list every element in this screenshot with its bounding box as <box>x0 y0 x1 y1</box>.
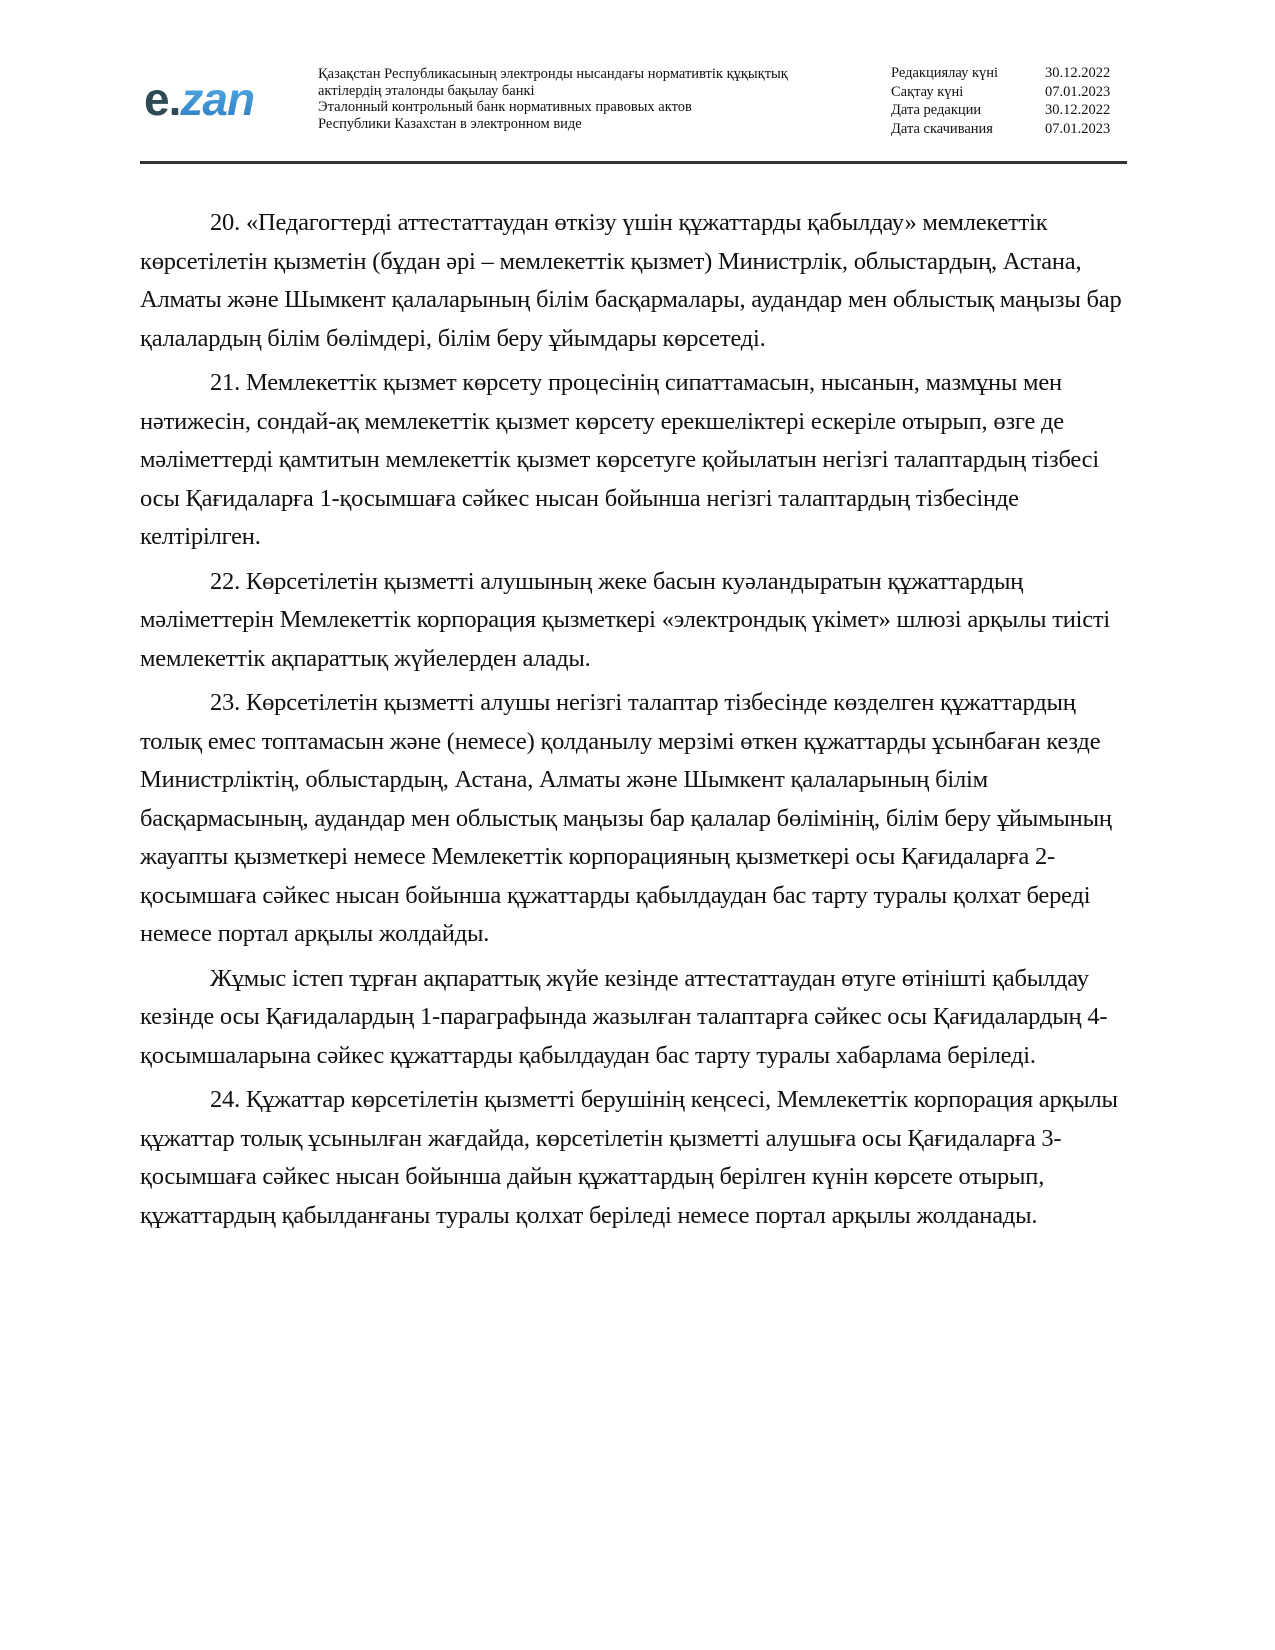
meta-label: Дата редакции <box>891 102 982 118</box>
meta-row <box>891 64 1110 83</box>
logo-part-e: e. <box>144 73 181 125</box>
meta-row <box>891 101 1110 120</box>
paragraph: 24. Құжаттар көрсетілетін қызметті берушінің кеңсесі, Мемлекеттік корпорация арқылы құжаттар толық ұсынылған жағдайда, көрсетілетін қызметті алушыға осы Қағидаларға 3-қосымшаға сәйкес нысан бойынша дайын құжаттардың берілген күнін көрсете отырып, құжаттардың қабылданғаны туралы қолхат беріледі немесе портал арқылы жолданады. <box>140 1086 1118 1229</box>
paragraph: 23. Көрсетілетін қызметті алушы негізгі талаптар тізбесінде көзделген құжаттардың толық емес топтамасын және (немесе) қолданылу мерзімі өткен құжаттарды ұсынбаған кезде Министрліктің, облыстардың, Астана, Алматы және Шымкент қалаларының білім басқармасының, аудандар мен облыстық маңызы бар қалалар бөлімінің, білім беру ұйымының жауапты қызметкері немесе Мемлекеттік корпорацияның қызметкері осы Қағидаларға 2-қосымшаға сәйкес нысан бойынша құжаттарды қабылдаудан бас тарту туралы қолхат береді немесе портал арқылы жолдайды. <box>140 689 1112 947</box>
header-divider <box>140 161 1127 164</box>
document-header <box>140 62 1127 162</box>
paragraph: 20. «Педагогтерді аттестаттаудан өткізу үшін құжаттарды қабылдау» мемлекеттік көрсетілетін қызметін (бұдан әрі – мемлекеттік қызмет) Министрлік, облыстардың, Астана, Алматы және Шымкент қалаларының білім басқармалары, аудандар мен облыстық маңызы бар қалалардың білім бөлімдері, білім беру ұйымдары көрсетеді. <box>140 209 1122 352</box>
meta-row <box>891 120 1110 139</box>
meta-label: Редакциялау күні <box>891 65 999 81</box>
description-line: Эталонный контрольный банк нормативных правовых актов <box>318 99 692 115</box>
logo-part-zan: zan <box>180 73 255 125</box>
paragraph: 21. Мемлекеттік қызмет көрсету процесінің сипаттамасын, нысанын, мазмұны мен нәтижесін, сондай-ақ мемлекеттік қызмет көрсету ерекшеліктері ескеріле отырып, өзге де мәліметтерді қамтитын мемлекеттік қызмет көрсетуге қойылатын негізгі талаптардың тізбесі осы Қағидаларға 1-қосымшаға сәйкес нысан бойынша негізгі талаптардың тізбесінде келтірілген. <box>140 369 1099 550</box>
paragraph: 22. Көрсетілетін қызметті алушының жеке басын куәландыратын құжаттардың мәліметтерін Мемлекеттік корпорация қызметкері «электрондық үкімет» шлюзі арқылы тиісті мемлекеттік ақпараттық жүйелерден алады. <box>140 567 1111 672</box>
meta-row <box>891 83 1110 102</box>
meta-value: 30.12.2022 <box>1045 102 1111 118</box>
meta-table <box>891 64 1110 138</box>
meta-value: 30.12.2022 <box>1045 65 1111 81</box>
meta-value: 07.01.2023 <box>1045 120 1111 137</box>
bank-description <box>318 66 788 132</box>
ezan-logo <box>144 73 255 125</box>
paragraph: Жұмыс істеп тұрған ақпараттық жүйе кезінде аттестаттаудан өтуге өтінішті қабылдау кезінде осы Қағидалардың 1-параграфында жазылған талаптарға сәйкес осы Қағидалардың 4-қосымшаларына сәйкес құжаттарды қабылдаудан бас тарту туралы хабарлама беріледі. <box>140 964 1108 1069</box>
meta-value: 07.01.2023 <box>1045 83 1111 100</box>
description-line: актілердің эталонды бақылау банкі <box>318 82 535 99</box>
description-line: Республики Казахстан в электронном виде <box>318 115 582 132</box>
description-line: Қазақстан Республикасының электронды нысандағы нормативтік құқықтық <box>318 66 788 82</box>
meta-label: Сақтау күні <box>891 83 964 100</box>
meta-label: Дата скачивания <box>891 120 993 137</box>
document-body <box>140 204 1127 1241</box>
